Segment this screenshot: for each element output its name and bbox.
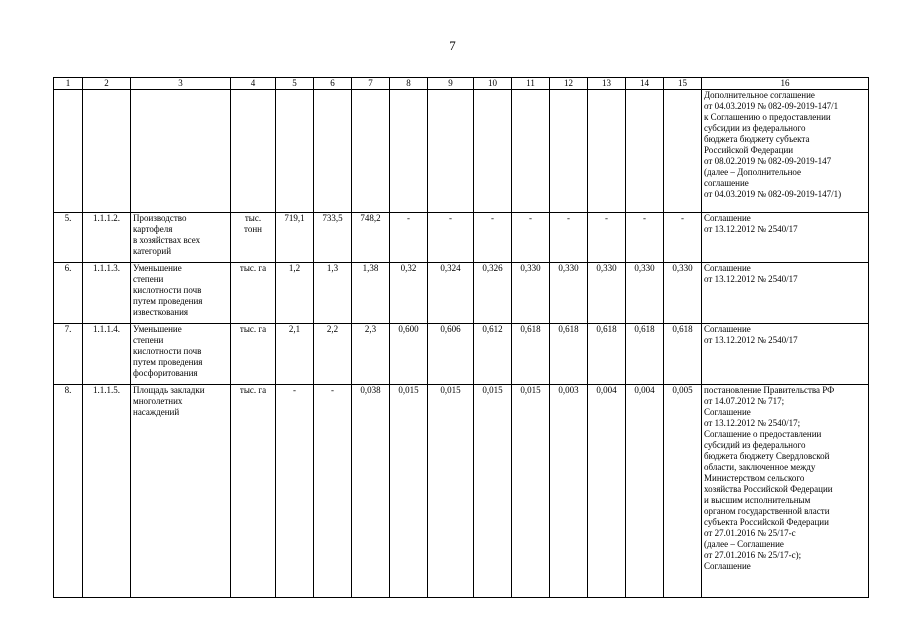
value-col-12: - bbox=[550, 213, 588, 263]
indicator-name: Уменьшение степени кислотности почв путем проведения известкования bbox=[131, 263, 231, 324]
value-col-6: 2,2 bbox=[314, 324, 352, 385]
legal-basis: Соглашение от 13.12.2012 № 2540/17 bbox=[702, 324, 869, 385]
indicator-code: 1.1.1.5. bbox=[83, 385, 131, 598]
value-col-9: 0,015 bbox=[428, 385, 474, 598]
value-col-6: 733,5 bbox=[314, 213, 352, 263]
column-number: 5 bbox=[276, 78, 314, 90]
legal-basis: Соглашение от 13.12.2012 № 2540/17 bbox=[702, 263, 869, 324]
value-col-10: 0,612 bbox=[474, 324, 512, 385]
value-col-11 bbox=[512, 90, 550, 213]
column-number: 2 bbox=[83, 78, 131, 90]
unit-of-measure: тыс. тонн bbox=[231, 213, 276, 263]
value-col-7: 0,038 bbox=[352, 385, 390, 598]
unit-of-measure: тыс. га bbox=[231, 385, 276, 598]
value-col-15: 0,618 bbox=[664, 324, 702, 385]
value-col-14: 0,330 bbox=[626, 263, 664, 324]
table-row bbox=[54, 213, 869, 263]
value-col-9 bbox=[428, 90, 474, 213]
value-col-8 bbox=[390, 90, 428, 213]
value-col-7 bbox=[352, 90, 390, 213]
table-row bbox=[54, 263, 869, 324]
legal-basis: постановление Правительства РФ от 14.07.2012 № 717; Соглашение от 13.12.2012 № 2540/17; Соглашение о предоставлении субсидий из федерального бюджета бюджету Свердловской области, заключенное между Министерством сельского хозяйства Российской Федерации и высшим исполнительным органом государственной власти субъекта Российской Федерации от 27.01.2016 № 25/17-с (далее – Соглашение от 27.01.2016 № 25/17-с); Соглашение bbox=[702, 385, 869, 598]
value-col-10: 0,015 bbox=[474, 385, 512, 598]
indicator-code: 1.1.1.2. bbox=[83, 213, 131, 263]
value-col-12: 0,003 bbox=[550, 385, 588, 598]
column-number: 15 bbox=[664, 78, 702, 90]
column-number: 14 bbox=[626, 78, 664, 90]
value-col-7: 2,3 bbox=[352, 324, 390, 385]
value-col-6: 1,3 bbox=[314, 263, 352, 324]
value-col-11: 0,015 bbox=[512, 385, 550, 598]
column-number: 4 bbox=[231, 78, 276, 90]
row-number: 7. bbox=[54, 324, 83, 385]
value-col-14 bbox=[626, 90, 664, 213]
value-col-15: - bbox=[664, 213, 702, 263]
legal-basis: Соглашение от 13.12.2012 № 2540/17 bbox=[702, 213, 869, 263]
value-col-11: 0,618 bbox=[512, 324, 550, 385]
value-col-13: 0,004 bbox=[588, 385, 626, 598]
unit-of-measure bbox=[231, 90, 276, 213]
value-col-8: 0,600 bbox=[390, 324, 428, 385]
indicators-table bbox=[53, 77, 869, 598]
value-col-8: 0,015 bbox=[390, 385, 428, 598]
value-col-5: 719,1 bbox=[276, 213, 314, 263]
value-col-11: - bbox=[512, 213, 550, 263]
value-col-12: 0,330 bbox=[550, 263, 588, 324]
value-col-15: 0,330 bbox=[664, 263, 702, 324]
value-col-9: 0,324 bbox=[428, 263, 474, 324]
value-col-14: - bbox=[626, 213, 664, 263]
indicator-name: Площадь закладки многолетних насаждений bbox=[131, 385, 231, 598]
row-number: 8. bbox=[54, 385, 83, 598]
value-col-5: - bbox=[276, 385, 314, 598]
row-number: 5. bbox=[54, 213, 83, 263]
value-col-7: 748,2 bbox=[352, 213, 390, 263]
value-col-13 bbox=[588, 90, 626, 213]
column-number: 13 bbox=[588, 78, 626, 90]
table-row bbox=[54, 90, 869, 213]
value-col-6: - bbox=[314, 385, 352, 598]
value-col-6 bbox=[314, 90, 352, 213]
unit-of-measure: тыс. га bbox=[231, 263, 276, 324]
column-number-row bbox=[54, 78, 869, 90]
indicator-name bbox=[131, 90, 231, 213]
column-number: 10 bbox=[474, 78, 512, 90]
table-body bbox=[54, 78, 869, 598]
value-col-9: 0,606 bbox=[428, 324, 474, 385]
value-col-8: - bbox=[390, 213, 428, 263]
unit-of-measure: тыс. га bbox=[231, 324, 276, 385]
value-col-10: - bbox=[474, 213, 512, 263]
value-col-7: 1,38 bbox=[352, 263, 390, 324]
value-col-14: 0,618 bbox=[626, 324, 664, 385]
page-number: 7 bbox=[449, 38, 456, 53]
value-col-12 bbox=[550, 90, 588, 213]
value-col-11: 0,330 bbox=[512, 263, 550, 324]
indicator-name: Производство картофеля в хозяйствах всех категорий bbox=[131, 213, 231, 263]
value-col-13: 0,330 bbox=[588, 263, 626, 324]
column-number: 1 bbox=[54, 78, 83, 90]
indicator-code: 1.1.1.3. bbox=[83, 263, 131, 324]
column-number: 8 bbox=[390, 78, 428, 90]
value-col-9: - bbox=[428, 213, 474, 263]
value-col-14: 0,004 bbox=[626, 385, 664, 598]
table-row bbox=[54, 324, 869, 385]
indicator-code: 1.1.1.4. bbox=[83, 324, 131, 385]
value-col-15: 0,005 bbox=[664, 385, 702, 598]
row-number bbox=[54, 90, 83, 213]
table-row bbox=[54, 385, 869, 598]
indicator-name: Уменьшение степени кислотности почв путем проведения фосфоритования bbox=[131, 324, 231, 385]
value-col-5: 1,2 bbox=[276, 263, 314, 324]
value-col-15 bbox=[664, 90, 702, 213]
column-number: 12 bbox=[550, 78, 588, 90]
value-col-10: 0,326 bbox=[474, 263, 512, 324]
value-col-12: 0,618 bbox=[550, 324, 588, 385]
value-col-5: 2,1 bbox=[276, 324, 314, 385]
column-number: 11 bbox=[512, 78, 550, 90]
column-number: 6 bbox=[314, 78, 352, 90]
value-col-8: 0,32 bbox=[390, 263, 428, 324]
column-number: 16 bbox=[702, 78, 869, 90]
indicator-code bbox=[83, 90, 131, 213]
value-col-13: - bbox=[588, 213, 626, 263]
column-number: 7 bbox=[352, 78, 390, 90]
column-number: 3 bbox=[131, 78, 231, 90]
legal-basis: Дополнительное соглашение от 04.03.2019 № 082-09-2019-147/1 к Соглашению о предоставлении субсидии из федерального бюджета бюджету субъекта Российской Федерации от 08.02.2019 № 082-09-2019-147 (далее – Дополнительное соглашение от 04.03.2019 № 082-09-2019-147/1) bbox=[702, 90, 869, 213]
value-col-5 bbox=[276, 90, 314, 213]
column-number: 9 bbox=[428, 78, 474, 90]
value-col-13: 0,618 bbox=[588, 324, 626, 385]
row-number: 6. bbox=[54, 263, 83, 324]
value-col-10 bbox=[474, 90, 512, 213]
